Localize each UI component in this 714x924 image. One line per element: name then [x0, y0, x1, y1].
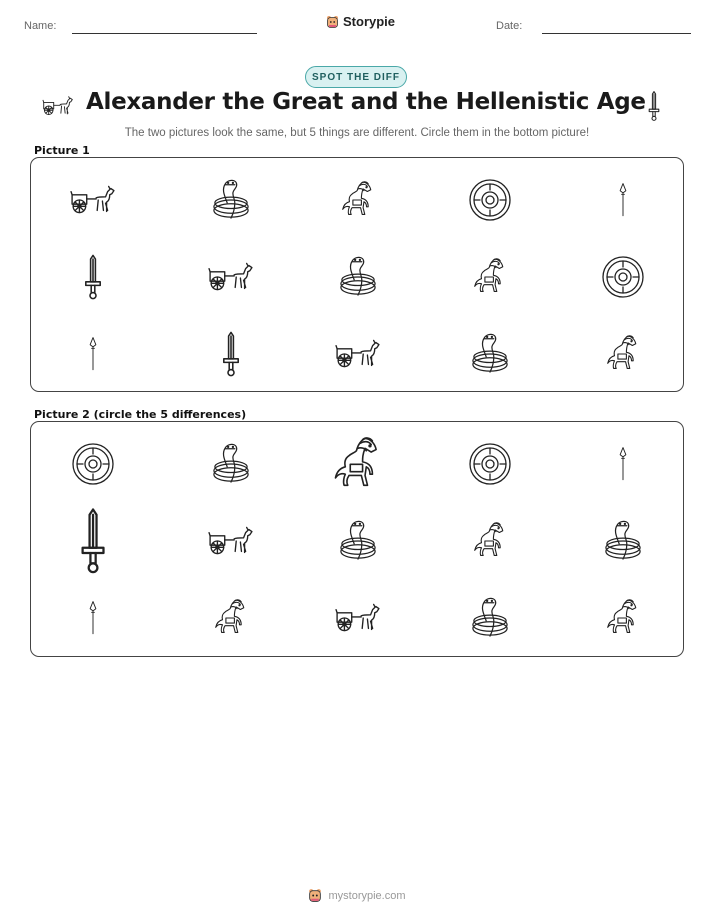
horse-icon[interactable]: [333, 431, 382, 498]
picture-2-panel[interactable]: [30, 421, 684, 657]
chariot-icon: [208, 262, 254, 292]
cobra-icon[interactable]: [212, 441, 250, 487]
shield-icon: [468, 178, 512, 222]
horse-icon[interactable]: [473, 518, 507, 564]
spot-the-diff-badge: SPOT THE DIFF: [305, 66, 407, 88]
chariot-icon[interactable]: [335, 603, 381, 633]
cobra-icon: [471, 331, 509, 377]
name-field[interactable]: [72, 33, 257, 34]
sword-icon: [84, 253, 102, 301]
brand-logo: [326, 14, 395, 29]
chariot-icon: [335, 339, 381, 369]
bear-mascot-icon: [308, 888, 322, 903]
shield-icon[interactable]: [468, 442, 512, 486]
footer: [0, 888, 714, 903]
horse-icon[interactable]: [214, 595, 248, 641]
sword-icon: [222, 330, 240, 378]
cobra-icon[interactable]: [471, 595, 509, 641]
horse-icon: [606, 331, 640, 377]
horse-icon: [341, 177, 375, 223]
footer-url: mystorypie.com: [328, 889, 406, 902]
cobra-icon[interactable]: [604, 518, 642, 564]
picture-1-label: Picture 1: [34, 144, 90, 157]
chariot-icon: [70, 185, 116, 215]
spear-icon[interactable]: [618, 440, 628, 488]
brand-name: Storypie: [343, 14, 396, 29]
horse-icon[interactable]: [606, 595, 640, 641]
bear-mascot-icon: [326, 15, 339, 29]
spear-icon: [618, 176, 628, 224]
picture-2-label: Picture 2 (circle the 5 differences): [34, 408, 247, 421]
cobra-icon[interactable]: [339, 518, 377, 564]
spear-icon: [88, 330, 98, 378]
spear-icon[interactable]: [88, 594, 98, 642]
date-label: Date:: [496, 20, 523, 32]
page-title: Alexander the Great and the Hellenistic Age: [86, 89, 646, 115]
cobra-icon: [212, 177, 250, 223]
shield-icon: [601, 255, 645, 299]
cobra-icon: [339, 254, 377, 300]
sword-icon: [647, 90, 661, 127]
chariot-icon: [42, 96, 74, 121]
date-field[interactable]: [542, 33, 691, 34]
picture-1-panel: [30, 157, 684, 392]
name-label: Name:: [24, 20, 57, 32]
sword-icon[interactable]: [80, 506, 106, 576]
chariot-icon[interactable]: [208, 526, 254, 556]
horse-icon: [473, 254, 507, 300]
shield-icon[interactable]: [71, 442, 115, 486]
instructions: The two pictures look the same, but 5 things are different. Circle them in the bottom picture!: [124, 127, 590, 139]
